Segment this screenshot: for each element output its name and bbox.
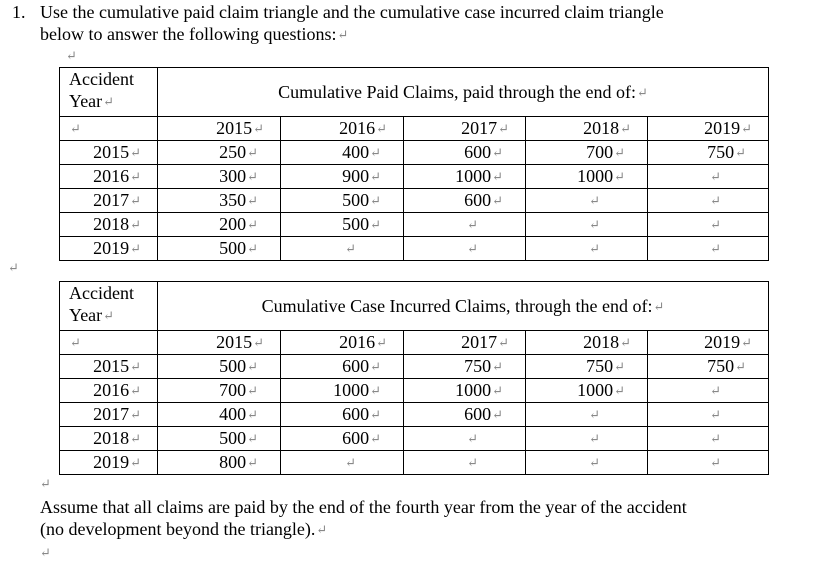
paragraph-mark-icon: ↵	[492, 169, 503, 184]
paragraph-mark-icon: ↵	[710, 431, 721, 446]
accident-year-cell: 2015↵	[60, 141, 158, 165]
table-row	[60, 237, 769, 261]
paragraph-mark-icon: ↵	[70, 121, 81, 136]
paragraph-mark-icon: ↵	[492, 383, 503, 398]
paragraph-mark-icon: ↵	[130, 383, 141, 398]
column-year-header: 2019↵	[648, 117, 769, 141]
table-row	[60, 379, 769, 403]
column-year-header: 2015↵	[158, 117, 281, 141]
empty-cell	[648, 427, 769, 451]
paragraph-mark-icon: ↵	[247, 193, 258, 208]
accident-year-cell: 2015↵	[60, 355, 158, 379]
claim-value-cell: 300↵	[158, 165, 281, 189]
paragraph-mark-icon: ↵	[492, 407, 503, 422]
table-row	[60, 141, 769, 165]
paragraph-mark-icon: ↵	[130, 241, 141, 256]
paragraph-mark-icon: ↵	[130, 455, 141, 470]
paragraph-mark-icon: ↵	[247, 431, 258, 446]
paragraph-mark-icon: ↵	[589, 431, 600, 446]
claim-value-cell: 700↵	[158, 379, 281, 403]
table-row	[60, 451, 769, 475]
empty-cell	[281, 451, 404, 475]
claim-value-cell: 600↵	[281, 427, 404, 451]
accident-year-cell: 2019↵	[60, 451, 158, 475]
paragraph-mark-icon: ↵	[130, 407, 141, 422]
question-number: 1.	[12, 2, 26, 22]
paragraph-mark-icon: ↵	[70, 335, 81, 350]
empty-cell	[648, 189, 769, 213]
paragraph-mark-icon: ↵	[614, 359, 625, 374]
empty-cell	[648, 451, 769, 475]
claim-value-cell: 500↵	[158, 355, 281, 379]
column-year-header: 2019↵	[648, 331, 769, 355]
paragraph-mark-icon: ↵	[247, 217, 258, 232]
accident-year-cell: 2016↵	[60, 165, 158, 189]
paragraph-mark-icon: ↵	[620, 121, 631, 136]
paragraph-mark-icon: ↵	[467, 241, 478, 256]
empty-cell	[648, 213, 769, 237]
claim-value-cell: 800↵	[158, 451, 281, 475]
incurred-table-title: Cumulative Case Incurred Claims, through the end of:↵	[158, 282, 769, 331]
paragraph-mark-icon: ↵	[467, 431, 478, 446]
paragraph-mark-icon: ↵	[66, 48, 77, 63]
paragraph-mark-icon: ↵	[589, 193, 600, 208]
claim-value-cell: 500↵	[158, 237, 281, 261]
column-year-header: 2016↵	[281, 331, 404, 355]
corner-label-line2: Year	[69, 305, 103, 325]
paragraph-mark-icon: ↵	[710, 455, 721, 470]
paragraph-mark-icon: ↵	[345, 455, 356, 470]
table-row	[60, 213, 769, 237]
claim-value-cell: 400↵	[158, 403, 281, 427]
paragraph-mark-icon: ↵	[637, 84, 648, 100]
paragraph-mark-icon: ↵	[620, 335, 631, 350]
claim-value-cell: 1000↵	[526, 379, 648, 403]
paragraph-mark-icon: ↵	[130, 169, 141, 184]
paragraph-mark-icon: ↵	[614, 383, 625, 398]
paragraph-mark-icon: ↵	[247, 169, 258, 184]
paragraph-mark-icon: ↵	[492, 193, 503, 208]
empty-cell	[404, 213, 526, 237]
paid-table-title: Cumulative Paid Claims, paid through the end of:↵	[158, 68, 769, 117]
corner-label-line2: Year	[69, 91, 103, 111]
empty-cell	[526, 451, 648, 475]
accident-year-cell: 2017↵	[60, 403, 158, 427]
paragraph-mark-icon: ↵	[589, 217, 600, 232]
paragraph-mark-icon: ↵	[8, 260, 19, 275]
paragraph-mark-icon: ↵	[247, 145, 258, 160]
table-row	[60, 403, 769, 427]
paragraph-mark-icon: ↵	[589, 407, 600, 422]
column-year-header: 2015↵	[158, 331, 281, 355]
paragraph-mark-icon: ↵	[247, 407, 258, 422]
column-year-header: 2017↵	[404, 117, 526, 141]
paragraph-mark-icon: ↵	[653, 298, 665, 314]
paragraph-mark-icon: ↵	[103, 94, 115, 109]
paragraph-mark-icon: ↵	[370, 407, 381, 422]
paragraph-mark-icon: ↵	[589, 241, 600, 256]
paragraph-mark-icon: ↵	[370, 383, 381, 398]
claim-value-cell: 700↵	[526, 141, 648, 165]
claim-value-cell: 350↵	[158, 189, 281, 213]
paragraph-mark-icon: ↵	[498, 121, 509, 136]
claim-value-cell: 1000↵	[404, 165, 526, 189]
paragraph-mark-icon: ↵	[614, 169, 625, 184]
accident-year-cell: 2017↵	[60, 189, 158, 213]
paragraph-mark-icon: ↵	[710, 217, 721, 232]
accident-year-cell: 2018↵	[60, 213, 158, 237]
empty-cell	[526, 237, 648, 261]
paragraph-mark-icon: ↵	[498, 335, 509, 350]
paragraph-mark-icon: ↵	[130, 193, 141, 208]
empty-cell	[60, 331, 158, 355]
question-text-line1: Use the cumulative paid claim triangle and the cumulative case incurred claim triangle	[40, 2, 664, 22]
paragraph-mark-icon: ↵	[253, 121, 264, 136]
claim-value-cell: 600↵	[404, 141, 526, 165]
claim-value-cell: 500↵	[281, 213, 404, 237]
paragraph-mark-icon: ↵	[370, 217, 381, 232]
paragraph-mark-icon: ↵	[741, 121, 752, 136]
table-row	[60, 427, 769, 451]
paragraph-mark-icon: ↵	[103, 308, 115, 323]
claim-value-cell: 600↵	[404, 403, 526, 427]
paragraph-mark-icon: ↵	[40, 545, 51, 560]
paragraph-mark-icon: ↵	[614, 145, 625, 160]
column-year-header: 2017↵	[404, 331, 526, 355]
paragraph-mark-icon: ↵	[370, 193, 381, 208]
empty-cell	[648, 165, 769, 189]
empty-cell	[404, 237, 526, 261]
empty-cell	[281, 237, 404, 261]
incurred-claims-table	[59, 281, 769, 475]
paragraph-mark-icon: ↵	[253, 335, 264, 350]
paragraph-mark-icon: ↵	[370, 359, 381, 374]
paragraph-mark-icon: ↵	[741, 335, 752, 350]
paragraph-mark-icon: ↵	[345, 241, 356, 256]
note-line1: Assume that all claims are paid by the end of the fourth year from the year of the accident	[40, 497, 687, 517]
paragraph-mark-icon: ↵	[130, 217, 141, 232]
claim-value-cell: 600↵	[281, 355, 404, 379]
table-row	[60, 355, 769, 379]
accident-year-cell: 2016↵	[60, 379, 158, 403]
claim-value-cell: 250↵	[158, 141, 281, 165]
paid-corner-header	[60, 68, 158, 117]
column-year-header: 2016↵	[281, 117, 404, 141]
empty-cell	[648, 237, 769, 261]
empty-cell	[526, 427, 648, 451]
paragraph-mark-icon: ↵	[492, 359, 503, 374]
claim-value-cell: 500↵	[158, 427, 281, 451]
claim-value-cell: 1000↵	[404, 379, 526, 403]
table-row	[60, 189, 769, 213]
paragraph-mark-icon: ↵	[735, 145, 746, 160]
paragraph-mark-icon: ↵	[710, 407, 721, 422]
note-line2: (no development beyond the triangle).↵	[40, 519, 328, 539]
paragraph-mark-icon: ↵	[376, 335, 387, 350]
paragraph-mark-icon: ↵	[247, 359, 258, 374]
paragraph-mark-icon: ↵	[130, 359, 141, 374]
incurred-corner-header	[60, 282, 158, 331]
claim-value-cell: 750↵	[648, 355, 769, 379]
paragraph-mark-icon: ↵	[467, 217, 478, 232]
claim-value-cell: 600↵	[281, 403, 404, 427]
claim-value-cell: 750↵	[526, 355, 648, 379]
empty-cell	[526, 403, 648, 427]
empty-cell	[648, 379, 769, 403]
empty-cell	[526, 189, 648, 213]
paragraph-mark-icon: ↵	[40, 476, 51, 491]
paragraph-mark-icon: ↵	[710, 169, 721, 184]
column-year-header: 2018↵	[526, 331, 648, 355]
paragraph-mark-icon: ↵	[492, 145, 503, 160]
paragraph-mark-icon: ↵	[247, 241, 258, 256]
claim-value-cell: 200↵	[158, 213, 281, 237]
paragraph-mark-icon: ↵	[337, 27, 349, 42]
paragraph-mark-icon: ↵	[130, 145, 141, 160]
empty-cell	[60, 117, 158, 141]
paragraph-mark-icon: ↵	[370, 169, 381, 184]
paragraph-mark-icon: ↵	[370, 145, 381, 160]
paid-claims-table	[59, 67, 769, 261]
claim-value-cell: 500↵	[281, 189, 404, 213]
accident-year-cell: 2019↵	[60, 237, 158, 261]
paragraph-mark-icon: ↵	[589, 455, 600, 470]
empty-cell	[404, 427, 526, 451]
paragraph-mark-icon: ↵	[710, 193, 721, 208]
corner-label-line1: Accident	[69, 283, 134, 303]
claim-value-cell: 750↵	[404, 355, 526, 379]
claim-value-cell: 750↵	[648, 141, 769, 165]
paragraph-mark-icon: ↵	[316, 522, 328, 537]
paragraph-mark-icon: ↵	[710, 241, 721, 256]
corner-label-line1: Accident	[69, 69, 134, 89]
paragraph-mark-icon: ↵	[247, 383, 258, 398]
claim-value-cell: 400↵	[281, 141, 404, 165]
paragraph-mark-icon: ↵	[247, 455, 258, 470]
paragraph-mark-icon: ↵	[467, 455, 478, 470]
claim-value-cell: 600↵	[404, 189, 526, 213]
empty-cell	[526, 213, 648, 237]
paragraph-mark-icon: ↵	[370, 431, 381, 446]
claim-value-cell: 900↵	[281, 165, 404, 189]
claim-value-cell: 1000↵	[281, 379, 404, 403]
column-year-header: 2018↵	[526, 117, 648, 141]
accident-year-cell: 2018↵	[60, 427, 158, 451]
paragraph-mark-icon: ↵	[735, 359, 746, 374]
empty-cell	[404, 451, 526, 475]
empty-cell	[648, 403, 769, 427]
table-row	[60, 165, 769, 189]
paragraph-mark-icon: ↵	[130, 431, 141, 446]
question-text-line2: below to answer the following questions:↵	[40, 24, 349, 44]
claim-value-cell: 1000↵	[526, 165, 648, 189]
paragraph-mark-icon: ↵	[376, 121, 387, 136]
paragraph-mark-icon: ↵	[710, 383, 721, 398]
